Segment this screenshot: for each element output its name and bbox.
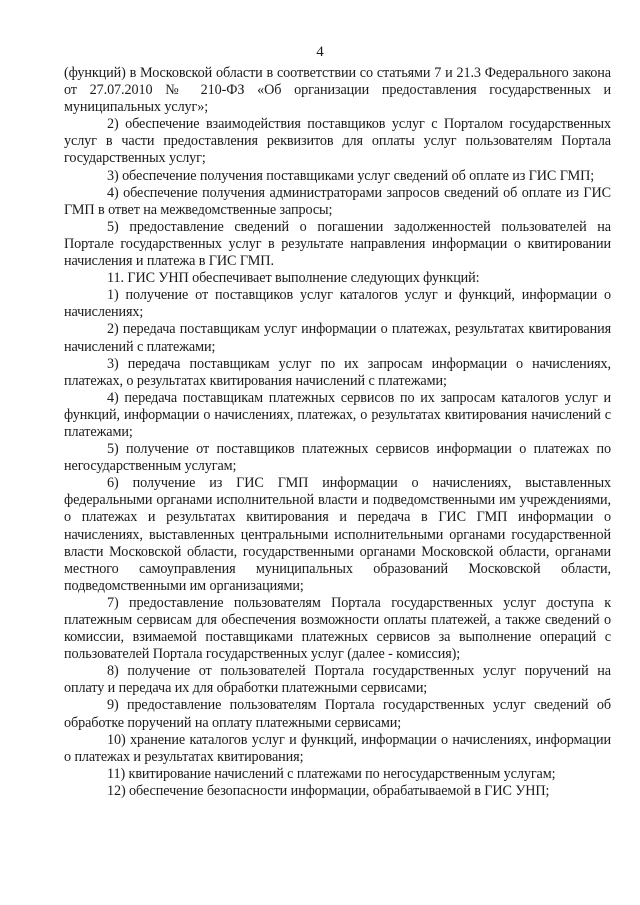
function-item-9: 9) предоставление пользователям Портала государственных услуг сведений об обработке поручений на оплату платежными сервисами; bbox=[64, 697, 611, 731]
section-11-heading: 11. ГИС УНП обеспечивает выполнение следующих функций: bbox=[107, 270, 480, 287]
function-item-1: 1) получение от поставщиков услуг каталогов услуг и функций, информации о начислениях; bbox=[64, 287, 611, 321]
function-item-8: 8) получение от пользователей Портала государственных услуг поручений на оплату и передача их для обработки платежными сервисами; bbox=[64, 663, 611, 697]
paragraph-item-2: 2) обеспечение взаимодействия поставщиков услуг с Порталом государственных услуг в части предоставления реквизитов для оплаты услуг пользователям Портала государственных услуг; bbox=[64, 116, 611, 167]
function-item-5: 5) получение от поставщиков платежных сервисов информации о платежах по негосударственным услугам; bbox=[64, 441, 611, 475]
function-item-7: 7) предоставление пользователям Портала государственных услуг доступа к платежным сервисам для обеспечения возможности оплаты платежей, а также сведений о комиссии, взимаемой поставщиками платежных сервисов за выполнение операций с пользователей Портала государственных услуг (далее - комиссия); bbox=[64, 594, 611, 663]
function-item-6: 6) получение из ГИС ГМП информации о начислениях, выставленных федеральными органами исполнительной власти и подведомственными им учреждениями, о платежах и результатах квитирования и передача в ГИС ГМП информации о начислениях, выставленных центральными исполнительными органами государственной власти Московской области, государственными органами Московской области, органами местного самоуправления муниципальных образований Московской области, подведомственными им организациями; bbox=[64, 475, 611, 594]
function-item-10: 10) хранение каталогов услуг и функций, информации о начислениях, информации о платежах и результатах квитирования; bbox=[64, 731, 611, 765]
function-item-12: 12) обеспечение безопасности информации, обрабатываемой в ГИС УНП; bbox=[107, 782, 550, 799]
paragraph-item-4: 4) обеспечение получения администраторами запросов сведений об оплате из ГИС ГМП в ответ на межведомственные запросы; bbox=[64, 184, 611, 218]
paragraph-continuation: (функций) в Московской области в соответствии со статьями 7 и 21.3 Федерального закона от 27.07.2010 № 210-ФЗ «Об организации предоставления государственных и муниципальных услуг»; bbox=[64, 65, 611, 116]
function-item-3: 3) передача поставщикам услуг по их запросам информации о начислениях, платежах, о результатах квитирования начислений с платежами; bbox=[64, 355, 611, 389]
function-item-2: 2) передача поставщикам услуг информации о платежах, результатах квитирования начислений с платежами; bbox=[64, 321, 611, 355]
function-item-4: 4) передача поставщикам платежных сервисов по их запросам каталогов услуг и функций, информации о начислениях, платежах, о результатах квитирования начислений с платежами; bbox=[64, 389, 611, 440]
paragraph-item-3: 3) обеспечение получения поставщиками услуг сведений об оплате из ГИС ГМП; bbox=[107, 167, 595, 184]
page-number: 4 bbox=[316, 44, 324, 60]
document-body bbox=[64, 65, 611, 800]
function-item-11: 11) квитирование начислений с платежами по негосударственным услугам; bbox=[107, 765, 556, 782]
paragraph-item-5: 5) предоставление сведений о погашении задолженностей пользователей на Портале государственных услуг в результате направления информации о квитировании начисления и платежа в ГИС ГМП. bbox=[64, 218, 611, 270]
